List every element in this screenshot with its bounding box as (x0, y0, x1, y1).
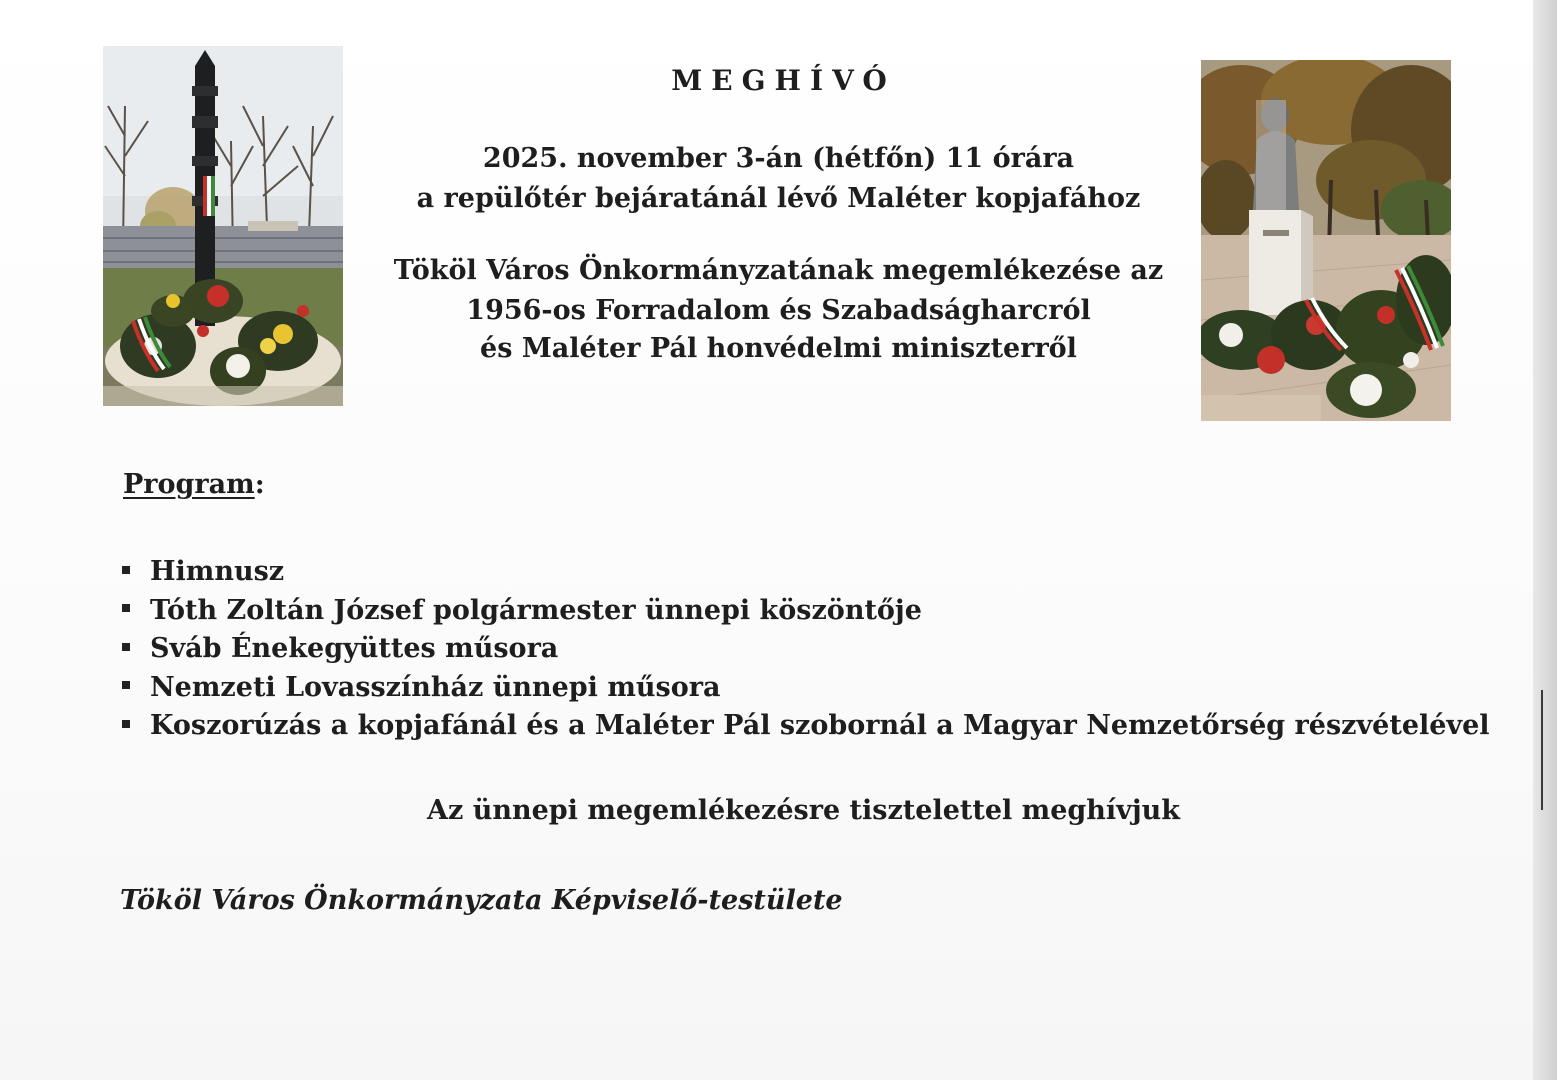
program-item-text: Koszorúzás a kopjafánál és a Maléter Pál szobornál a Magyar Nemzetőrség részvételével (150, 710, 1490, 741)
program-item-text: Himnusz (150, 556, 285, 587)
bullet-icon (122, 566, 130, 574)
bullet-icon (122, 643, 130, 651)
signature: Tököl Város Önkormányzata Képviselő-testülete (120, 885, 843, 916)
program-item-text: Tóth Zoltán József polgármester ünnepi köszöntője (150, 594, 922, 626)
program-list (122, 553, 1490, 746)
program-heading-colon: : (254, 469, 265, 500)
date-line: 2025. november 3-án (hétfőn) 11 órára (482, 143, 1075, 174)
program-item-text: Nemzeti Lovasszínház ünnepi műsora (150, 671, 721, 703)
bullet-icon (122, 604, 130, 612)
program-item (122, 707, 1490, 746)
document-title: MEGHÍVÓ (671, 64, 896, 97)
event-line-1: Tököl Város Önkormányzatának megemlékezése az (393, 255, 1164, 286)
place-line: a repülőtér bejáratánál lévő Maléter kopjafához (416, 183, 1141, 214)
program-item (122, 630, 1490, 669)
scan-edge-mark (1541, 690, 1543, 810)
event-line-2: 1956-os Forradalom és Szabadságharcról (466, 295, 1091, 326)
bullet-icon (122, 720, 130, 728)
maleter-statue-photo (1201, 60, 1451, 421)
bullet-icon (122, 681, 130, 689)
scan-edge (1533, 0, 1557, 1080)
program-item (122, 669, 1490, 708)
program-item (122, 553, 1490, 592)
event-line-3: és Maléter Pál honvédelmi miniszterről (480, 333, 1077, 364)
invitation-line: Az ünnepi megemlékezésre tisztelettel meghívjuk (427, 795, 1180, 826)
program-heading (123, 469, 265, 500)
program-item-text: Sváb Énekegyüttes műsora (150, 633, 559, 664)
program-heading-text: Program (123, 469, 255, 500)
program-item (122, 592, 1490, 631)
